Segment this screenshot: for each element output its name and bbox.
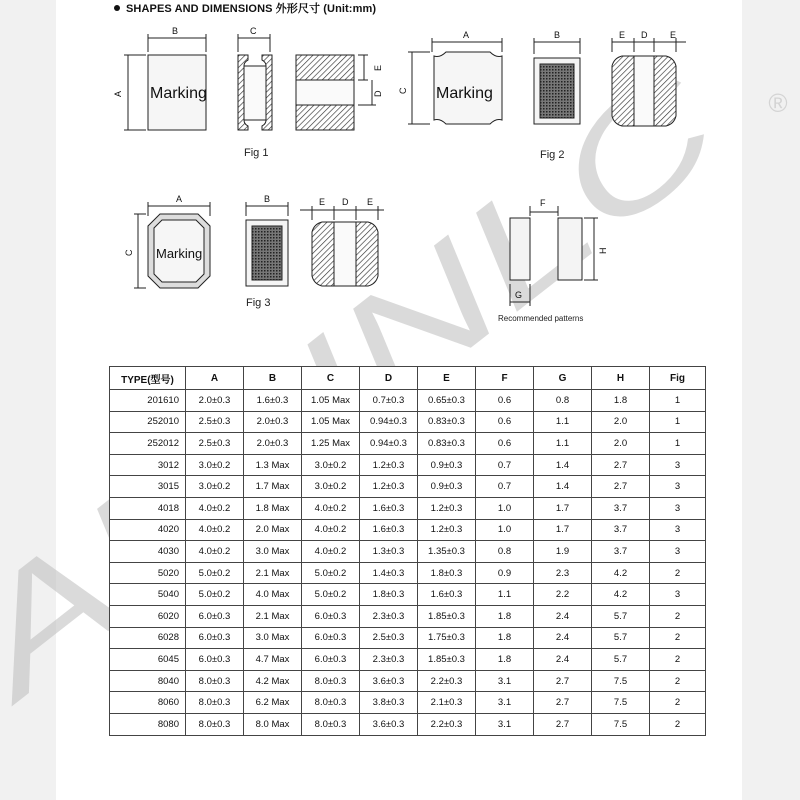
fig2-dim-a: A <box>463 30 470 40</box>
table-cell: 1.05 Max <box>302 411 360 433</box>
table-cell: 2.1±0.3 <box>418 692 476 714</box>
table-cell: 2.0±0.3 <box>244 433 302 455</box>
fig2-dim-d: D <box>641 30 648 40</box>
table-cell: 8.0±0.3 <box>302 692 360 714</box>
table-cell: 6.0±0.3 <box>186 649 244 671</box>
table-row <box>110 476 706 498</box>
table-cell: 2.0 <box>592 433 650 455</box>
pattern-caption: Recommended patterns <box>498 314 584 323</box>
table-cell: 3.0±0.2 <box>302 476 360 498</box>
table-cell: 1.1 <box>476 584 534 606</box>
table-cell: 5.0±0.2 <box>302 584 360 606</box>
table-cell: 5.7 <box>592 627 650 649</box>
fig2-dim-b: B <box>554 30 561 40</box>
table-cell: 1.7 Max <box>244 476 302 498</box>
table-cell: 1.05 Max <box>302 390 360 412</box>
fig1-caption: Fig 1 <box>244 147 269 159</box>
table-cell: 1.9 <box>534 541 592 563</box>
table-cell: 7.5 <box>592 713 650 735</box>
fig3-dim-e-right: E <box>367 197 374 207</box>
type-cell: 4020 <box>110 519 186 541</box>
fig1-marking-label: Marking <box>150 85 207 102</box>
table-cell: 1 <box>650 433 706 455</box>
table-cell: 2 <box>650 692 706 714</box>
table-cell: 1.6±0.3 <box>418 584 476 606</box>
watermark-registered-mark: ® <box>768 88 788 118</box>
table-cell: 2 <box>650 713 706 735</box>
table-cell: 0.6 <box>476 433 534 455</box>
table-cell: 2.2 <box>534 584 592 606</box>
table-cell: 1.1 <box>534 411 592 433</box>
table-cell: 0.65±0.3 <box>418 390 476 412</box>
table-row <box>110 433 706 455</box>
type-cell: 8040 <box>110 670 186 692</box>
table-cell: 2.3±0.3 <box>360 605 418 627</box>
table-cell: 2.7 <box>534 670 592 692</box>
fig3-dim-b: B <box>264 194 271 204</box>
table-cell: 8.0±0.3 <box>302 670 360 692</box>
table-cell: 5.7 <box>592 605 650 627</box>
table-row <box>110 497 706 519</box>
table-cell: 3.7 <box>592 497 650 519</box>
table-cell: 3.7 <box>592 541 650 563</box>
type-cell: 3015 <box>110 476 186 498</box>
table-cell: 3.1 <box>476 692 534 714</box>
table-row <box>110 454 706 476</box>
table-cell: 1.7 <box>534 497 592 519</box>
table-cell: 0.6 <box>476 390 534 412</box>
fig3-caption: Fig 3 <box>246 297 271 309</box>
fig1-dim-a: A <box>113 90 123 97</box>
table-cell: 0.83±0.3 <box>418 433 476 455</box>
type-cell: 252012 <box>110 433 186 455</box>
fig2-dim-e-right: E <box>670 30 677 40</box>
type-cell: 5020 <box>110 562 186 584</box>
table-cell: 2.4 <box>534 605 592 627</box>
table-row <box>110 411 706 433</box>
table-cell: 1.35±0.3 <box>418 541 476 563</box>
section-title-text: SHAPES AND DIMENSIONS 外形尺寸 (Unit:mm) <box>126 3 377 15</box>
table-row <box>110 584 706 606</box>
table-cell: 0.9 <box>476 562 534 584</box>
table-cell: 1.0 <box>476 519 534 541</box>
table-cell: 2.5±0.3 <box>186 433 244 455</box>
table-cell: 4.0±0.2 <box>186 541 244 563</box>
table-cell: 1 <box>650 390 706 412</box>
table-cell: 2.1 Max <box>244 562 302 584</box>
fig1-drawing <box>113 26 383 159</box>
table-cell: 3 <box>650 519 706 541</box>
fig2-marking-label: Marking <box>436 85 493 102</box>
pattern-dim-h: H <box>598 247 608 254</box>
table-cell: 2.7 <box>534 692 592 714</box>
table-cell: 2.7 <box>534 713 592 735</box>
table-cell: 3.6±0.3 <box>360 670 418 692</box>
table-cell: 1.8 <box>476 649 534 671</box>
table-cell: 3.8±0.3 <box>360 692 418 714</box>
table-cell: 2 <box>650 562 706 584</box>
table-cell: 8.0 Max <box>244 713 302 735</box>
table-cell: 3 <box>650 584 706 606</box>
table-cell: 1.85±0.3 <box>418 649 476 671</box>
type-cell: 201610 <box>110 390 186 412</box>
table-cell: 3.6±0.3 <box>360 713 418 735</box>
table-header-row <box>110 367 706 390</box>
table-cell: 2.0 Max <box>244 519 302 541</box>
table-cell: 0.7 <box>476 454 534 476</box>
table-cell: 6.0±0.3 <box>302 649 360 671</box>
table-cell: 6.0±0.3 <box>186 605 244 627</box>
table-cell: 2 <box>650 670 706 692</box>
table-cell: 2.5±0.3 <box>186 411 244 433</box>
table-cell: 7.5 <box>592 692 650 714</box>
table-cell: 2.2±0.3 <box>418 713 476 735</box>
column-header: TYPE(型号) <box>110 367 186 390</box>
pattern-dim-f: F <box>540 198 546 208</box>
table-row <box>110 519 706 541</box>
dimensions-table <box>109 366 706 736</box>
column-header: H <box>592 367 650 390</box>
table-row <box>110 541 706 563</box>
pattern-dim-g: G <box>515 290 523 300</box>
table-cell: 4.7 Max <box>244 649 302 671</box>
table-cell: 1.85±0.3 <box>418 605 476 627</box>
table-cell: 3.1 <box>476 670 534 692</box>
table-cell: 2.4 <box>534 649 592 671</box>
table-cell: 1.6±0.3 <box>360 519 418 541</box>
type-cell: 252010 <box>110 411 186 433</box>
table-cell: 1.2±0.3 <box>418 497 476 519</box>
type-cell: 5040 <box>110 584 186 606</box>
fig3-dim-c: C <box>124 249 134 256</box>
table-row <box>110 649 706 671</box>
table-cell: 8.0±0.3 <box>186 670 244 692</box>
fig3-dim-a: A <box>176 194 183 204</box>
table-cell: 0.94±0.3 <box>360 411 418 433</box>
column-header: E <box>418 367 476 390</box>
table-row <box>110 713 706 735</box>
table-cell: 5.0±0.2 <box>302 562 360 584</box>
table-cell: 5.0±0.2 <box>186 562 244 584</box>
fig2-dim-c: C <box>398 87 408 94</box>
table-cell: 3 <box>650 497 706 519</box>
table-cell: 2.0±0.3 <box>186 390 244 412</box>
type-cell: 6045 <box>110 649 186 671</box>
table-cell: 1.8 <box>476 627 534 649</box>
table-cell: 4.0 Max <box>244 584 302 606</box>
table-cell: 0.7 <box>476 476 534 498</box>
table-cell: 0.8 <box>534 390 592 412</box>
table-cell: 6.2 Max <box>244 692 302 714</box>
table-cell: 6.0±0.3 <box>302 627 360 649</box>
table-cell: 1.8±0.3 <box>418 562 476 584</box>
column-header: D <box>360 367 418 390</box>
table-cell: 1.3±0.3 <box>360 541 418 563</box>
fig1-dim-d: D <box>373 90 383 97</box>
table-cell: 2.5±0.3 <box>360 627 418 649</box>
table-cell: 7.5 <box>592 670 650 692</box>
table-cell: 4.0±0.2 <box>186 519 244 541</box>
table-cell: 2 <box>650 627 706 649</box>
column-header: Fig <box>650 367 706 390</box>
table-cell: 8.0±0.3 <box>186 713 244 735</box>
table-cell: 1.8 Max <box>244 497 302 519</box>
table-cell: 3 <box>650 541 706 563</box>
table-cell: 1.25 Max <box>302 433 360 455</box>
fig3-dim-d: D <box>342 197 349 207</box>
table-row <box>110 627 706 649</box>
table-cell: 0.9±0.3 <box>418 454 476 476</box>
table-cell: 2.2±0.3 <box>418 670 476 692</box>
table-cell: 2.7 <box>592 454 650 476</box>
table-cell: 1.6±0.3 <box>360 497 418 519</box>
column-header: G <box>534 367 592 390</box>
table-cell: 4.0±0.2 <box>302 497 360 519</box>
table-cell: 1.75±0.3 <box>418 627 476 649</box>
type-cell: 4018 <box>110 497 186 519</box>
table-row <box>110 562 706 584</box>
table-cell: 3.0 Max <box>244 627 302 649</box>
table-cell: 0.8 <box>476 541 534 563</box>
table-cell: 2.7 <box>592 476 650 498</box>
table-cell: 2.3±0.3 <box>360 649 418 671</box>
column-header: A <box>186 367 244 390</box>
table-cell: 3.0±0.2 <box>186 454 244 476</box>
table-cell: 1.2±0.3 <box>418 519 476 541</box>
table-cell: 8.0±0.3 <box>302 713 360 735</box>
table-cell: 0.94±0.3 <box>360 433 418 455</box>
table-cell: 1.4 <box>534 476 592 498</box>
type-cell: 4030 <box>110 541 186 563</box>
table-row <box>110 605 706 627</box>
table-cell: 1.2±0.3 <box>360 476 418 498</box>
type-cell: 3012 <box>110 454 186 476</box>
table-cell: 2.0±0.3 <box>244 411 302 433</box>
table-cell: 3.7 <box>592 519 650 541</box>
table-cell: 3.0±0.2 <box>302 454 360 476</box>
table-cell: 6.0±0.3 <box>186 627 244 649</box>
table-cell: 3.0±0.2 <box>186 476 244 498</box>
table-cell: 1.7 <box>534 519 592 541</box>
table-cell: 2.3 <box>534 562 592 584</box>
table-cell: 4.2 <box>592 562 650 584</box>
type-cell: 6020 <box>110 605 186 627</box>
table-row <box>110 390 706 412</box>
type-cell: 8080 <box>110 713 186 735</box>
table-row <box>110 692 706 714</box>
fig2-dim-e-left: E <box>619 30 626 40</box>
type-cell: 6028 <box>110 627 186 649</box>
table-cell: 1.1 <box>534 433 592 455</box>
table-cell: 1.4±0.3 <box>360 562 418 584</box>
table-cell: 4.0±0.2 <box>186 497 244 519</box>
table-cell: 0.6 <box>476 411 534 433</box>
table-cell: 4.2 <box>592 584 650 606</box>
table-cell: 8.0±0.3 <box>186 692 244 714</box>
table-cell: 1.8±0.3 <box>360 584 418 606</box>
table-cell: 2 <box>650 649 706 671</box>
table-cell: 3.1 <box>476 713 534 735</box>
table-cell: 5.7 <box>592 649 650 671</box>
table-cell: 1.8 <box>592 390 650 412</box>
table-cell: 3.0 Max <box>244 541 302 563</box>
table-cell: 0.83±0.3 <box>418 411 476 433</box>
table-cell: 4.2 Max <box>244 670 302 692</box>
table-cell: 0.7±0.3 <box>360 390 418 412</box>
column-header: C <box>302 367 360 390</box>
table-cell: 1.3 Max <box>244 454 302 476</box>
table-cell: 1.0 <box>476 497 534 519</box>
table-cell: 6.0±0.3 <box>302 605 360 627</box>
fig1-dim-e: E <box>373 64 383 71</box>
fig3-marking-label: Marking <box>156 246 203 261</box>
table-cell: 2.1 Max <box>244 605 302 627</box>
type-cell: 8060 <box>110 692 186 714</box>
fig1-dim-b: B <box>172 26 179 36</box>
table-cell: 1 <box>650 411 706 433</box>
table-cell: 3 <box>650 476 706 498</box>
table-cell: 2.4 <box>534 627 592 649</box>
table-cell: 1.6±0.3 <box>244 390 302 412</box>
table-cell: 4.0±0.2 <box>302 541 360 563</box>
table-cell: 2.0 <box>592 411 650 433</box>
table-cell: 1.4 <box>534 454 592 476</box>
column-header: B <box>244 367 302 390</box>
table-cell: 2 <box>650 605 706 627</box>
table-cell: 0.9±0.3 <box>418 476 476 498</box>
table-cell: 5.0±0.2 <box>186 584 244 606</box>
table-cell: 3 <box>650 454 706 476</box>
table-cell: 1.8 <box>476 605 534 627</box>
fig1-dim-c: C <box>250 26 257 36</box>
fig2-caption: Fig 2 <box>540 149 565 161</box>
table-row <box>110 670 706 692</box>
column-header: F <box>476 367 534 390</box>
fig3-dim-e-left: E <box>319 197 326 207</box>
table-cell: 4.0±0.2 <box>302 519 360 541</box>
table-cell: 1.2±0.3 <box>360 454 418 476</box>
